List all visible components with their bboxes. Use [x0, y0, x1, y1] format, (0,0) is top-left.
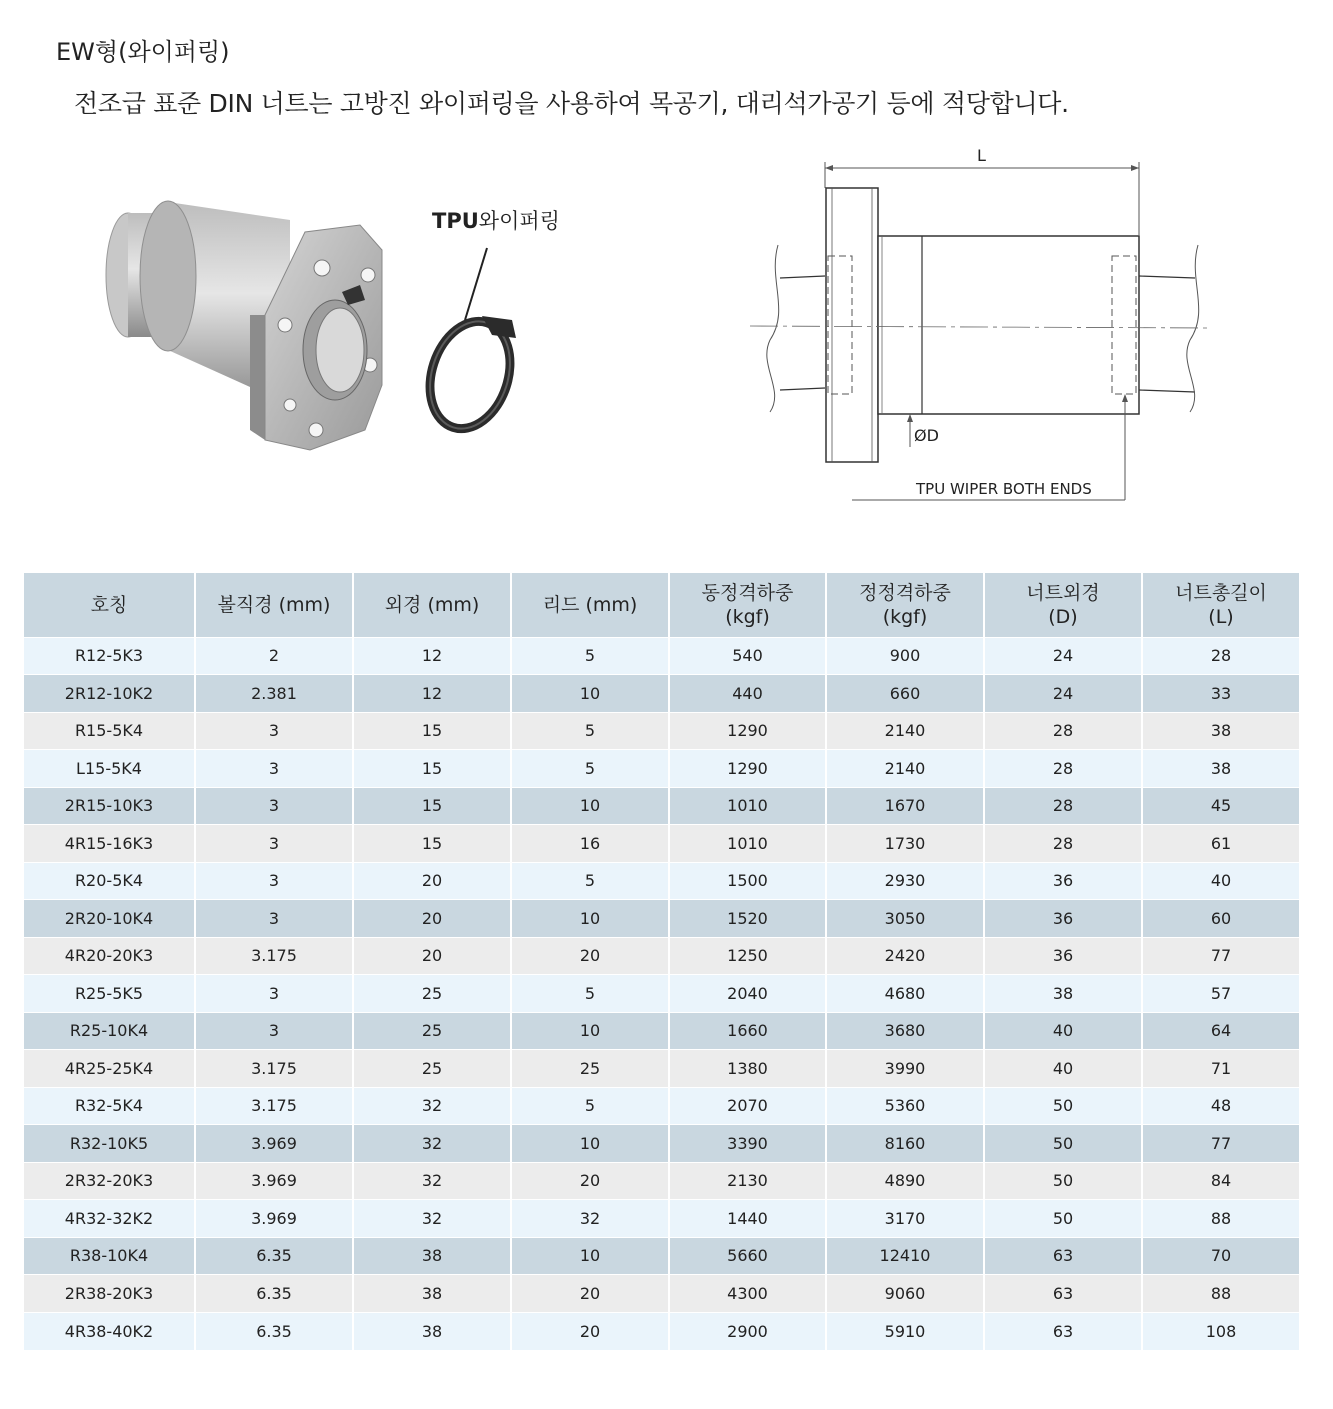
cell-nut-diameter: 36 [984, 937, 1142, 975]
cell-dynamic-load: 1010 [669, 825, 826, 863]
cell-nut-diameter: 50 [984, 1162, 1142, 1200]
header-lead [511, 573, 669, 637]
cell-ball-diameter: 3 [195, 750, 353, 788]
header-unit: (kgf) [882, 605, 928, 628]
cell-outer-diameter: 32 [353, 1087, 511, 1125]
cell-nut-length: 108 [1142, 1312, 1299, 1350]
cell-outer-diameter: 20 [353, 937, 511, 975]
cell-designation: 4R32-32K2 [24, 1200, 195, 1238]
header-static-load [826, 573, 984, 637]
cell-static-load: 1730 [826, 825, 984, 863]
cell-nut-length: 70 [1142, 1237, 1299, 1275]
cell-ball-diameter: 6.35 [195, 1275, 353, 1313]
cell-nut-diameter: 63 [984, 1237, 1142, 1275]
cell-static-load: 3050 [826, 900, 984, 938]
cell-static-load: 2930 [826, 862, 984, 900]
cell-designation: R15-5K4 [24, 712, 195, 750]
table-row [24, 675, 1299, 713]
cell-outer-diameter: 38 [353, 1312, 511, 1350]
cell-dynamic-load: 1660 [669, 1012, 826, 1050]
cell-nut-diameter: 24 [984, 675, 1142, 713]
cell-dynamic-load: 1290 [669, 750, 826, 788]
diameter-dimension-label: ØD [914, 426, 939, 445]
wiper-label-bold: TPU [432, 209, 479, 233]
cell-designation: R25-5K5 [24, 975, 195, 1013]
page-title: EW형(와이퍼링) [56, 38, 230, 66]
cell-lead: 20 [511, 937, 669, 975]
cell-static-load: 660 [826, 675, 984, 713]
technical-drawing [750, 140, 1210, 510]
cell-nut-diameter: 40 [984, 1012, 1142, 1050]
wiper-ring-illustration [420, 240, 530, 440]
cell-designation: 2R38-20K3 [24, 1275, 195, 1313]
cell-designation: R38-10K4 [24, 1237, 195, 1275]
cell-outer-diameter: 20 [353, 862, 511, 900]
cell-nut-length: 60 [1142, 900, 1299, 938]
cell-dynamic-load: 1290 [669, 712, 826, 750]
cell-static-load: 4890 [826, 1162, 984, 1200]
cell-ball-diameter: 3.969 [195, 1200, 353, 1238]
cell-nut-diameter: 50 [984, 1125, 1142, 1163]
cell-designation: L15-5K4 [24, 750, 195, 788]
cell-designation: R32-5K4 [24, 1087, 195, 1125]
cell-dynamic-load: 1520 [669, 900, 826, 938]
cell-nut-diameter: 28 [984, 787, 1142, 825]
spec-table [24, 573, 1299, 1350]
cell-outer-diameter: 25 [353, 975, 511, 1013]
cell-lead: 10 [511, 1125, 669, 1163]
table-row [24, 1162, 1299, 1200]
wiper-label-rest: 와이퍼링 [478, 209, 560, 233]
cell-ball-diameter: 3.969 [195, 1162, 353, 1200]
cell-ball-diameter: 3.175 [195, 937, 353, 975]
cell-static-load: 2420 [826, 937, 984, 975]
cell-ball-diameter: 3 [195, 975, 353, 1013]
header-line: 너트총길이 [1175, 581, 1267, 604]
cell-outer-diameter: 25 [353, 1050, 511, 1088]
table-row [24, 937, 1299, 975]
cell-lead: 5 [511, 750, 669, 788]
cell-static-load: 12410 [826, 1237, 984, 1275]
cell-dynamic-load: 1250 [669, 937, 826, 975]
cell-designation: 4R20-20K3 [24, 937, 195, 975]
cell-designation: R25-10K4 [24, 1012, 195, 1050]
cell-lead: 20 [511, 1312, 669, 1350]
cell-nut-length: 38 [1142, 750, 1299, 788]
cell-nut-diameter: 38 [984, 975, 1142, 1013]
ball-nut-illustration [90, 180, 400, 460]
cell-nut-diameter: 36 [984, 900, 1142, 938]
table-row [24, 637, 1299, 675]
wiper-note-label: TPU WIPER BOTH ENDS [916, 480, 1092, 498]
table-row [24, 862, 1299, 900]
table-row [24, 750, 1299, 788]
header-line: 너트외경 [1026, 581, 1100, 604]
cell-lead: 10 [511, 787, 669, 825]
header-line: 호칭 [90, 593, 128, 616]
cell-outer-diameter: 12 [353, 637, 511, 675]
cell-nut-length: 28 [1142, 637, 1299, 675]
cell-nut-length: 57 [1142, 975, 1299, 1013]
cell-dynamic-load: 1500 [669, 862, 826, 900]
cell-lead: 25 [511, 1050, 669, 1088]
cell-outer-diameter: 15 [353, 712, 511, 750]
cell-nut-length: 88 [1142, 1275, 1299, 1313]
cell-ball-diameter: 3.969 [195, 1125, 353, 1163]
header-nut-length [1142, 573, 1299, 637]
cell-ball-diameter: 3 [195, 862, 353, 900]
cell-designation: 2R32-20K3 [24, 1162, 195, 1200]
cell-dynamic-load: 2040 [669, 975, 826, 1013]
cell-static-load: 4680 [826, 975, 984, 1013]
header-line: 외경 (mm) [384, 593, 480, 616]
cell-nut-length: 45 [1142, 787, 1299, 825]
cell-ball-diameter: 3 [195, 825, 353, 863]
wiper-ring-label [432, 205, 560, 235]
cell-nut-length: 33 [1142, 675, 1299, 713]
cell-ball-diameter: 3.175 [195, 1087, 353, 1125]
cell-static-load: 8160 [826, 1125, 984, 1163]
cell-outer-diameter: 20 [353, 900, 511, 938]
cell-static-load: 3680 [826, 1012, 984, 1050]
table-row [24, 900, 1299, 938]
cell-lead: 5 [511, 975, 669, 1013]
cell-nut-diameter: 50 [984, 1087, 1142, 1125]
cell-outer-diameter: 32 [353, 1200, 511, 1238]
cell-lead: 10 [511, 1237, 669, 1275]
header-unit: (kgf) [725, 605, 770, 628]
cell-nut-length: 61 [1142, 825, 1299, 863]
cell-nut-diameter: 24 [984, 637, 1142, 675]
cell-lead: 5 [511, 1087, 669, 1125]
cell-nut-length: 77 [1142, 937, 1299, 975]
header-line: 리드 (mm) [542, 593, 638, 616]
cell-outer-diameter: 25 [353, 1012, 511, 1050]
cell-outer-diameter: 32 [353, 1162, 511, 1200]
cell-dynamic-load: 1380 [669, 1050, 826, 1088]
cell-ball-diameter: 2.381 [195, 675, 353, 713]
cell-nut-diameter: 63 [984, 1312, 1142, 1350]
cell-static-load: 3170 [826, 1200, 984, 1238]
cell-lead: 5 [511, 712, 669, 750]
table-row [24, 787, 1299, 825]
cell-outer-diameter: 15 [353, 787, 511, 825]
cell-dynamic-load: 1440 [669, 1200, 826, 1238]
cell-nut-length: 48 [1142, 1087, 1299, 1125]
header-dynamic-load [669, 573, 826, 637]
table-row [24, 1125, 1299, 1163]
cell-outer-diameter: 15 [353, 825, 511, 863]
cell-static-load: 900 [826, 637, 984, 675]
table-row [24, 1200, 1299, 1238]
cell-ball-diameter: 3 [195, 900, 353, 938]
cell-outer-diameter: 38 [353, 1237, 511, 1275]
cell-dynamic-load: 3390 [669, 1125, 826, 1163]
header-designation [24, 573, 195, 637]
cell-designation: R20-5K4 [24, 862, 195, 900]
header-unit: (D) [1048, 605, 1078, 628]
table-row [24, 1275, 1299, 1313]
table-row [24, 1050, 1299, 1088]
header-line: 동정격하중 [701, 581, 794, 604]
cell-outer-diameter: 38 [353, 1275, 511, 1313]
cell-static-load: 5910 [826, 1312, 984, 1350]
cell-lead: 10 [511, 1012, 669, 1050]
cell-nut-diameter: 50 [984, 1200, 1142, 1238]
cell-outer-diameter: 15 [353, 750, 511, 788]
cell-designation: R12-5K3 [24, 637, 195, 675]
cell-lead: 5 [511, 862, 669, 900]
cell-ball-diameter: 3 [195, 1012, 353, 1050]
table-row [24, 1087, 1299, 1125]
cell-ball-diameter: 6.35 [195, 1312, 353, 1350]
cell-nut-length: 84 [1142, 1162, 1299, 1200]
cell-ball-diameter: 3 [195, 787, 353, 825]
cell-designation: 4R25-25K4 [24, 1050, 195, 1088]
cell-lead: 20 [511, 1162, 669, 1200]
cell-dynamic-load: 2070 [669, 1087, 826, 1125]
cell-nut-length: 40 [1142, 862, 1299, 900]
cell-designation: 4R38-40K2 [24, 1312, 195, 1350]
cell-ball-diameter: 3 [195, 712, 353, 750]
header-outer-diameter [353, 573, 511, 637]
cell-designation: 2R20-10K4 [24, 900, 195, 938]
cell-nut-diameter: 28 [984, 712, 1142, 750]
cell-nut-length: 38 [1142, 712, 1299, 750]
cell-nut-length: 71 [1142, 1050, 1299, 1088]
header-line: 볼직경 (mm) [217, 593, 331, 616]
table-row [24, 1012, 1299, 1050]
header-nut-diameter [984, 573, 1142, 637]
cell-dynamic-load: 5660 [669, 1237, 826, 1275]
cell-designation: 4R15-16K3 [24, 825, 195, 863]
page-subtitle: 전조급 표준 DIN 너트는 고방진 와이퍼링을 사용하여 목공기, 대리석가공기 등에 적당합니다. [74, 89, 1069, 118]
table-row [24, 1237, 1299, 1275]
cell-lead: 32 [511, 1200, 669, 1238]
table-row [24, 1312, 1299, 1350]
cell-lead: 16 [511, 825, 669, 863]
cell-nut-diameter: 40 [984, 1050, 1142, 1088]
table-body [24, 637, 1299, 1350]
cell-dynamic-load: 540 [669, 637, 826, 675]
header-ball-diameter [195, 573, 353, 637]
table-row [24, 975, 1299, 1013]
cell-designation: R32-10K5 [24, 1125, 195, 1163]
cell-dynamic-load: 2900 [669, 1312, 826, 1350]
table-row [24, 712, 1299, 750]
cell-nut-diameter: 36 [984, 862, 1142, 900]
cell-static-load: 3990 [826, 1050, 984, 1088]
cell-static-load: 9060 [826, 1275, 984, 1313]
cell-static-load: 2140 [826, 750, 984, 788]
cell-outer-diameter: 12 [353, 675, 511, 713]
cell-nut-diameter: 28 [984, 825, 1142, 863]
cell-dynamic-load: 2130 [669, 1162, 826, 1200]
cell-dynamic-load: 1010 [669, 787, 826, 825]
cell-nut-length: 88 [1142, 1200, 1299, 1238]
table-row [24, 825, 1299, 863]
cell-lead: 5 [511, 637, 669, 675]
cell-static-load: 1670 [826, 787, 984, 825]
cell-outer-diameter: 32 [353, 1125, 511, 1163]
length-dimension-label: L [977, 146, 986, 165]
table-header-row [24, 573, 1299, 637]
cell-dynamic-load: 4300 [669, 1275, 826, 1313]
cell-nut-length: 77 [1142, 1125, 1299, 1163]
cell-nut-length: 64 [1142, 1012, 1299, 1050]
cell-static-load: 2140 [826, 712, 984, 750]
header-unit: (L) [1208, 605, 1234, 628]
cell-ball-diameter: 2 [195, 637, 353, 675]
cell-designation: 2R12-10K2 [24, 675, 195, 713]
cell-lead: 10 [511, 900, 669, 938]
cell-nut-diameter: 28 [984, 750, 1142, 788]
cell-lead: 10 [511, 675, 669, 713]
cell-designation: 2R15-10K3 [24, 787, 195, 825]
cell-ball-diameter: 6.35 [195, 1237, 353, 1275]
cell-static-load: 5360 [826, 1087, 984, 1125]
cell-nut-diameter: 63 [984, 1275, 1142, 1313]
cell-ball-diameter: 3.175 [195, 1050, 353, 1088]
cell-lead: 20 [511, 1275, 669, 1313]
cell-dynamic-load: 440 [669, 675, 826, 713]
header-line: 정정격하중 [859, 581, 951, 604]
